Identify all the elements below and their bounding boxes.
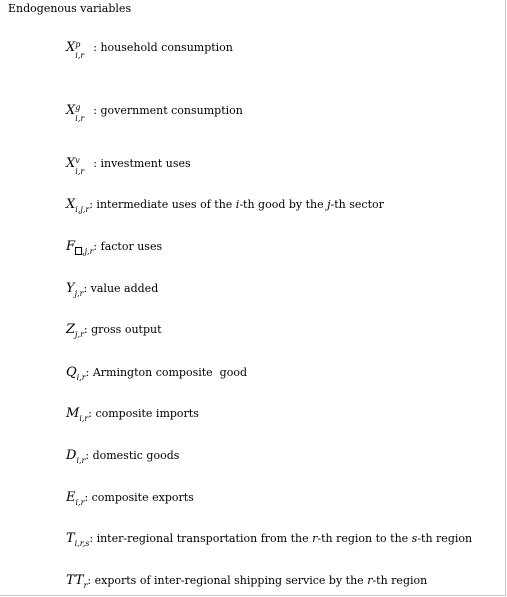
- variable-description: inter-regional transportation from the r-th region to the s-th region: [96, 532, 473, 545]
- variable-row-inter-regional-transportation: $T_{i,r,s}$: inter-regional transportation from the r-th region to the s-th region: [66, 531, 473, 548]
- variable-description: gross output: [91, 323, 162, 336]
- variable-subscript: ,j,r: [75, 247, 93, 256]
- variable-symbol: D: [66, 448, 77, 463]
- variable-row-investment-uses: X v i,r : investment uses: [66, 156, 191, 172]
- variable-symbol: F: [66, 239, 76, 254]
- variable-description: Armington composite good: [92, 366, 248, 379]
- variable-row-composite-imports: $M_{i,r}$: composite imports: [66, 406, 199, 423]
- variable-description: value added: [90, 282, 159, 295]
- variable-symbol: X: [66, 197, 76, 212]
- variable-subscript: i,r: [76, 456, 86, 465]
- variable-symbol: X: [66, 156, 76, 171]
- variable-subscript: i,j,r: [75, 205, 90, 214]
- variable-row-shipping-exports: $TT_r$: exports of inter-regional shipping service by the r-th region: [66, 573, 428, 590]
- variable-symbol: Y: [66, 281, 75, 296]
- variable-subscript: j,r: [75, 330, 84, 339]
- variable-subscript: i,r: [75, 498, 85, 507]
- variable-description: investment uses: [100, 157, 191, 170]
- variable-row-armington-composite-good: $Q_{i,r}$: Armington composite good: [66, 365, 248, 382]
- variable-symbol: X: [66, 103, 76, 118]
- variable-row-government-consumption: X g i,r : government consumption: [66, 103, 243, 119]
- variable-symbol: Z: [66, 322, 76, 337]
- variable-row-gross-output: $Z_{j,r}$: gross output: [66, 322, 162, 339]
- variable-description: factor uses: [100, 240, 163, 253]
- variable-symbol: X: [66, 40, 76, 55]
- variable-symbol: T: [66, 531, 75, 546]
- variable-row-intermediate-uses: $X_{i,j,r}$: intermediate uses of the i-th good by the j-th sector: [66, 197, 384, 214]
- variable-superscript: g: [75, 103, 81, 112]
- variable-symbol: M: [66, 406, 80, 421]
- variable-symbol: Q: [66, 365, 77, 380]
- variable-row-household-consumption: X p i,r : household consumption: [66, 40, 233, 56]
- variable-description: domestic goods: [92, 449, 180, 462]
- variable-subscript: i,r: [76, 373, 86, 382]
- variable-description: composite imports: [95, 407, 199, 420]
- variable-subscript: j,r: [74, 289, 84, 298]
- variable-row-value-added: $Y_{j,r}$: value added: [66, 281, 159, 298]
- variable-subscript: i,r: [79, 414, 89, 423]
- variable-subscript: i,r: [75, 167, 85, 176]
- variable-description: intermediate uses of the i-th good by the j-th sector: [96, 198, 384, 211]
- variable-superscript: p: [75, 40, 81, 49]
- variable-symbol: E: [66, 490, 76, 505]
- variable-row-factor-uses: F $_{,j,r}$: factor uses: [66, 239, 163, 256]
- variable-row-domestic-goods: $D_{i,r}$: domestic goods: [66, 448, 180, 465]
- variable-symbol: TT: [66, 573, 84, 588]
- variable-description: composite exports: [91, 491, 194, 504]
- variable-subscript: r: [83, 581, 88, 590]
- section-heading: Endogenous variables: [8, 2, 132, 15]
- variable-subscript: i,r,s: [74, 539, 90, 548]
- variable-description: government consumption: [100, 104, 243, 117]
- variable-row-composite-exports: $E_{i,r}$: composite exports: [66, 490, 194, 507]
- variable-description: exports of inter-regional shipping service by the r-th region: [94, 574, 428, 587]
- variable-superscript: v: [75, 156, 80, 165]
- variable-description: household consumption: [100, 41, 233, 54]
- variable-subscript: i,r: [75, 51, 85, 60]
- missing-glyph-box: [75, 247, 82, 255]
- variable-subscript: i,r: [75, 114, 85, 123]
